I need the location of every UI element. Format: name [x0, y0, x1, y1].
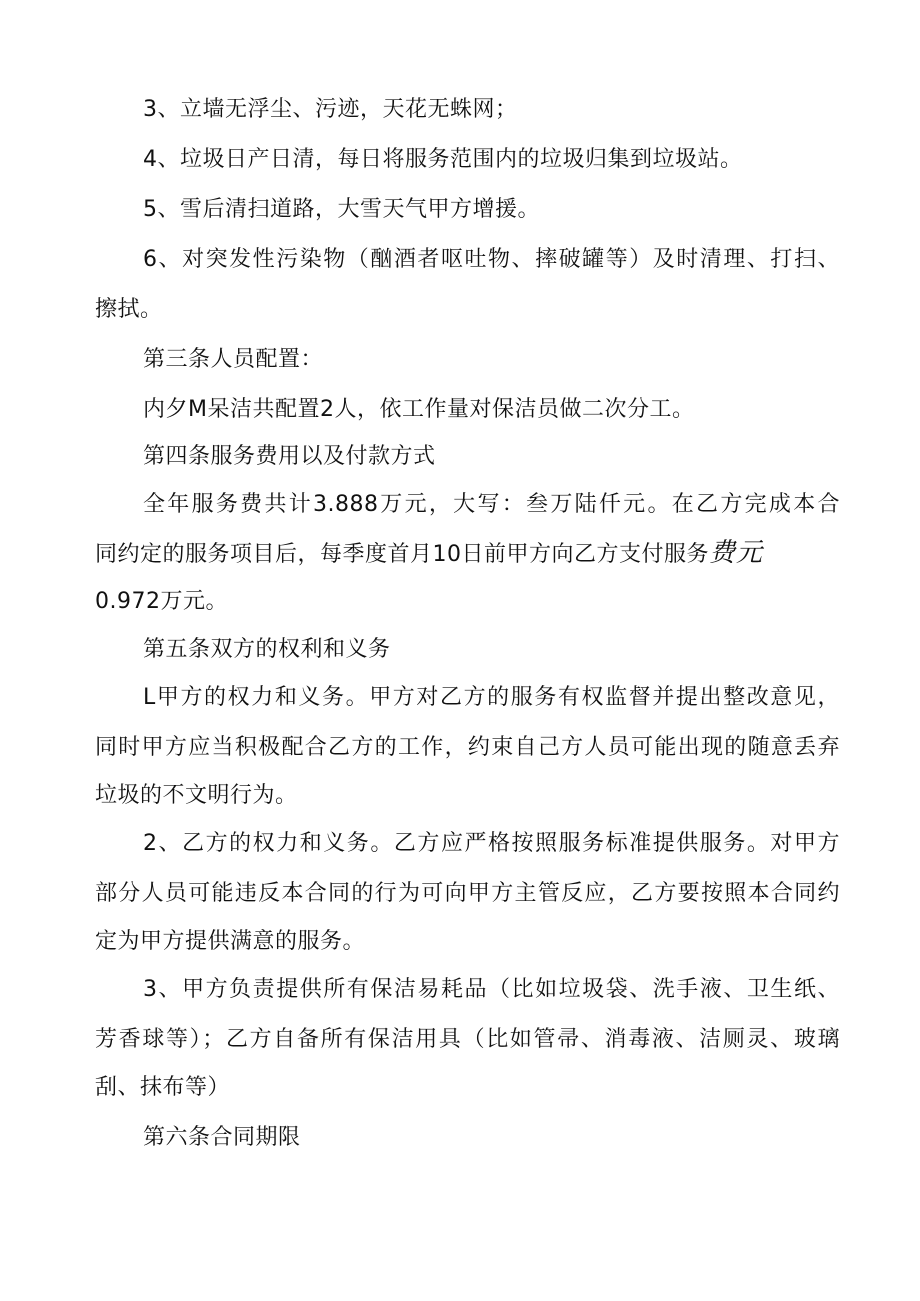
paragraph-line: 4、垃圾日产日清，每日将服务范围内的垃圾归集到垃圾站。	[143, 147, 743, 172]
paragraph-line: 同时甲方应当积极配合乙方的工作，约束自己方人员可能出现的随意丢弃	[95, 735, 840, 760]
paragraph-line: 6、对突发性污染物（酗酒者呕吐物、摔破罐等）及时清理、打扫、	[143, 247, 840, 272]
paragraph-line: 3、甲方负责提供所有保洁易耗品（比如垃圾袋、洗手液、卫生纸、	[143, 977, 840, 1002]
paragraph-line: 2、乙方的权力和义务。乙方应严格按照服务标准提供服务。对甲方	[143, 831, 840, 856]
section-heading: 第六条合同期限	[143, 1125, 301, 1150]
paragraph-line: 5、雪后清扫道路，大雪天气甲方增援。	[143, 197, 540, 222]
paragraph-line	[95, 538, 840, 570]
paragraph-line: 3、立墙无浮尘、污迹，天花无蛛网；	[143, 97, 518, 122]
section-heading: 第三条人员配置：	[143, 347, 324, 372]
section-heading: 第五条双方的权利和义务	[143, 637, 391, 662]
paragraph-line: 部分人员可能违反本合同的行为可向甲方主管反应，乙方要按照本合同约	[95, 881, 840, 906]
paragraph-line: 刮、抹布等）	[95, 1075, 231, 1100]
paragraph-text: 同约定的服务项目后，每季度首月10日前甲方向乙方支付服务	[95, 542, 709, 567]
paragraph-line: 内夕M呆洁共配置2人，依工作量对保洁员做二次分工。	[143, 397, 695, 422]
paragraph-line: 定为甲方提供满意的服务。	[95, 929, 366, 954]
handwritten-text: 费元	[709, 538, 764, 568]
paragraph-line: L甲方的权力和义务。甲方对乙方的服务有权监督并提出整改意见，	[143, 685, 840, 710]
paragraph-line: 全年服务费共计3.888万元，大写：叁万陆仟元。在乙方完成本合	[143, 492, 840, 517]
paragraph-line: 0.972万元。	[95, 589, 228, 614]
paragraph-line: 擦拭。	[95, 297, 163, 322]
paragraph-line: 垃圾的不文明行为。	[95, 783, 298, 808]
section-heading: 第四条服务费用以及付款方式	[143, 444, 436, 469]
paragraph-line: 芳香球等）；乙方自备所有保洁用具（比如管帚、消毒液、洁厕灵、玻璃	[95, 1027, 840, 1052]
